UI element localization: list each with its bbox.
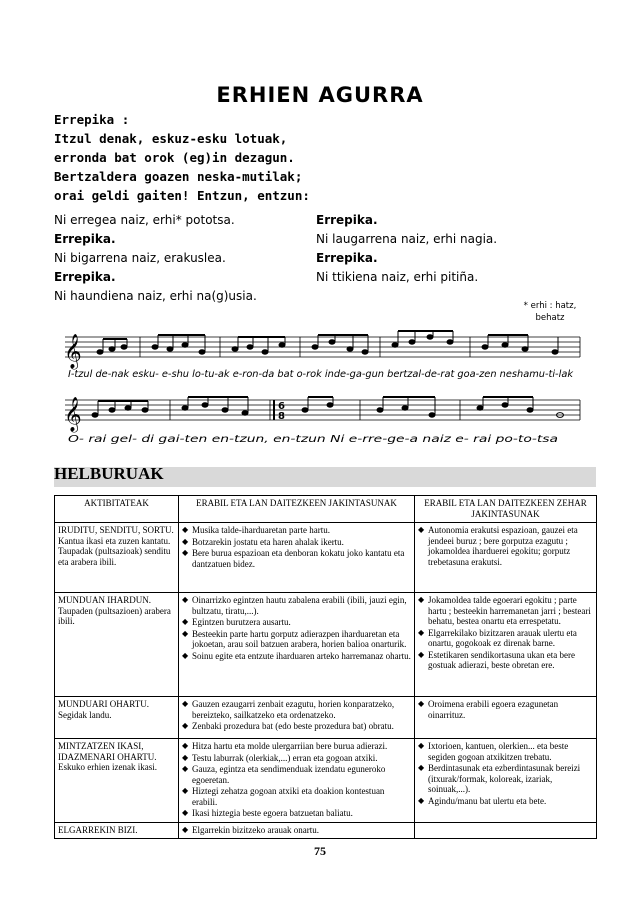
- knowledge-item: ◆ Musika talde-iharduaretan parte hartu.: [182, 525, 411, 536]
- svg-text:8: 8: [278, 411, 285, 422]
- cross-knowledge-cell: [415, 697, 597, 739]
- knowledge-item: ◆ Oinarrizko egintzen hautu zabalena erabili (ibili, jauzi egin, bultzatu, tiratu,...).: [182, 595, 411, 616]
- knowledge-item: ◆ Besteekin parte hartu gorputz adierazpen iharduaretan eta jokoetan, arau soil batzuen arabera, horien balioa onarturik.: [182, 629, 411, 650]
- score-lyrics-line-1: I-tzul de-nak esku- e-shu lo-tu-ak e-ron-da bat o-rok inde-ga-gun bertzal-de-rat goa-zen neshamu-ti-lak: [68, 369, 575, 380]
- chorus-line: erronda bat orok (eg)in dezagun.: [54, 150, 295, 165]
- knowledge-cell: [179, 739, 415, 823]
- table-row: [55, 822, 597, 839]
- table-row: [55, 739, 597, 823]
- table-row: [55, 697, 597, 739]
- verse-refrain: Errepika.: [316, 251, 378, 265]
- cross-item: ◆ Jokamoldea talde egoerari egokitu ; parte hartu ; besteekin harremanetan jarri ; besteari behatu, bestea onartu eta errespetatu.: [418, 595, 593, 627]
- knowledge-item: ◆ Hiztegi zehatza gogoan atxiki eta doakion kontestuan erabili.: [182, 786, 411, 807]
- cross-knowledge-cell: [415, 523, 597, 593]
- verses-left: [54, 211, 257, 306]
- knowledge-cell: [179, 697, 415, 739]
- verse-line: Ni bigarrena naiz, erakuslea.: [54, 251, 226, 265]
- table-header-row: [55, 496, 597, 523]
- knowledge-item: ◆ Botzarekin jostatu eta haren ahalak ikertu.: [182, 537, 411, 548]
- knowledge-item: ◆ Testu laburrak (olerkiak,...) erran eta gogoan atxiki.: [182, 753, 411, 764]
- verse-refrain: Errepika.: [316, 213, 378, 227]
- knowledge-item: ◆ Elgarrekin bizitzeko arauak onartu.: [182, 825, 411, 836]
- chorus-line: Errepika :: [54, 112, 130, 127]
- knowledge-item: ◆ Gauzen ezaugarri zenbait ezagutu, horien konparatzeko, bereizteko, sailkatzeko eta ordenatzeko.: [182, 699, 411, 720]
- table-row: [55, 593, 597, 697]
- knowledge-item: ◆ Hitza hartu eta molde ulergarriian bere burua adierazi.: [182, 741, 411, 752]
- table-row: [55, 523, 597, 593]
- activity-cell: [55, 739, 179, 823]
- cross-item: ◆ Berdintasunak eta ezberdintasunak bereizi (itxurak/formak, koloreak, izariak, soinuak,...).: [418, 763, 593, 795]
- knowledge-item: ◆ Zenbaki prozedura bat (edo beste prozedura bat) obratu.: [182, 721, 411, 732]
- cross-knowledge-cell: [415, 593, 597, 697]
- objectives-table: [54, 495, 597, 839]
- verse-line: Ni erregea naiz, erhi* pototsa.: [54, 213, 235, 227]
- footnote: [510, 300, 590, 324]
- verse-line: Ni haundiena naiz, erhi na(g)usia.: [54, 289, 257, 303]
- knowledge-item: ◆ Ikasi hiztegia beste egoera batzuetan baliatu.: [182, 808, 411, 819]
- knowledge-item: ◆ Bere burua espazioan eta denboran kokatu joko kantatu eta dantzatuen bidez.: [182, 548, 411, 569]
- knowledge-cell: [179, 523, 415, 593]
- activity-desc: Taupaden (pultsazioen) arabera ibili.: [58, 605, 171, 626]
- footnote-line: behatz: [535, 313, 565, 323]
- treble-clef-icon: 𝄞: [64, 397, 82, 432]
- column-header: ERABIL ETA LAN DAITEZKEEN JAKINTASUNAK: [179, 496, 415, 523]
- cross-item: ◆ Estetikaren sendikortasuna ukan eta bere gostuak adierazi, beste obretan ere.: [418, 650, 593, 671]
- activity-cell: [55, 523, 179, 593]
- treble-clef-icon: 𝄞: [64, 334, 82, 369]
- cross-item: ◆ Oroimena erabili egoera ezagunetan oinarrituz.: [418, 699, 593, 720]
- verse-refrain: Errepika.: [54, 270, 116, 284]
- notes-2: [92, 397, 564, 422]
- svg-text:6: 6: [278, 401, 285, 412]
- activity-desc: Eskuko erhien izenak ikasi.: [58, 762, 157, 772]
- activity-title: MUNDUARI OHARTU.: [58, 699, 149, 709]
- cross-item: ◆ Elgarrekilako bizitzaren arauak ulertu eta onartu, gogokoak ez direnak barne.: [418, 628, 593, 649]
- chorus-block: [54, 110, 310, 205]
- activity-title: IRUDITU, SENDITU, SORTU.: [58, 525, 174, 535]
- chorus-line: Itzul denak, eskuz-esku lotuak,: [54, 131, 288, 146]
- verses-right: [316, 211, 497, 287]
- verse-line: Ni ttikiena naiz, erhi pitiña.: [316, 270, 479, 284]
- footnote-line: * erhi : hatz,: [523, 301, 577, 311]
- activity-desc: Segidak landu.: [58, 709, 112, 720]
- knowledge-item: ◆ Soinu egite eta entzute iharduaren arteko harremanaz ohartu.: [182, 651, 411, 662]
- score-lyrics-line-2: O- rai gel- di gai-ten en-tzun, en-tzun Ni e-rre-ge-a naiz e- rai po-to-tsa: [68, 434, 558, 445]
- activity-cell: [55, 697, 179, 739]
- page-number: 75: [314, 844, 326, 858]
- notes-1: [97, 331, 558, 354]
- verse-refrain: Errepika.: [54, 232, 116, 246]
- song-title: ERHIEN AGURRA: [216, 83, 424, 107]
- column-header: AKTIBITATEAK: [55, 496, 179, 523]
- chorus-line: orai geldi gaiten! Entzun, entzun:: [54, 188, 310, 203]
- knowledge-item: ◆ Gauza, egintza eta sendimenduak izendatu eguneroko egoeretan.: [182, 764, 411, 785]
- cross-item: ◆ Ixtorioen, kantuen, olerkien... eta beste segiden gogoan atxikitzen trebatu.: [418, 741, 593, 762]
- activity-cell: [55, 593, 179, 697]
- activity-cell: [55, 822, 179, 839]
- activity-title: MINTZATZEN IKASI, IDAZMENARI OHARTU.: [58, 741, 157, 762]
- knowledge-cell: [179, 593, 415, 697]
- column-header: ERABIL ETA LAN DAITEZKEEN ZEHAR JAKINTASUNAK: [415, 496, 597, 523]
- cross-knowledge-cell: [415, 739, 597, 823]
- cross-item: ◆ Autonomia erakutsi espazioan, gauzei eta jendeei buruz ; bere gorputza ezagutu ; jokamoldea iharduerei egokitu; gorputz trebetasuna erakutsi.: [418, 525, 593, 567]
- activity-title: ELGARREKIN BIZI.: [58, 824, 138, 835]
- knowledge-item: ◆ Egintzen burutzera ausartu.: [182, 617, 411, 628]
- cross-knowledge-cell: [415, 822, 597, 839]
- cross-item: ◆ Agindu/manu bat ulertu eta bete.: [418, 796, 593, 807]
- chorus-line: Bertzaldera goazen neska-mutilak;: [54, 169, 303, 184]
- knowledge-cell: [179, 822, 415, 839]
- music-score: [60, 325, 585, 450]
- verse-line: Ni laugarrena naiz, erhi nagia.: [316, 232, 498, 246]
- activity-desc: Kantua ikasi eta zuzen kantatu. Taupadak (pultsazioak) senditu eta arabera ibili.: [58, 535, 171, 567]
- section-title: HELBURUAK: [54, 464, 164, 483]
- activity-title: MUNDUAN IHARDUN.: [58, 595, 151, 605]
